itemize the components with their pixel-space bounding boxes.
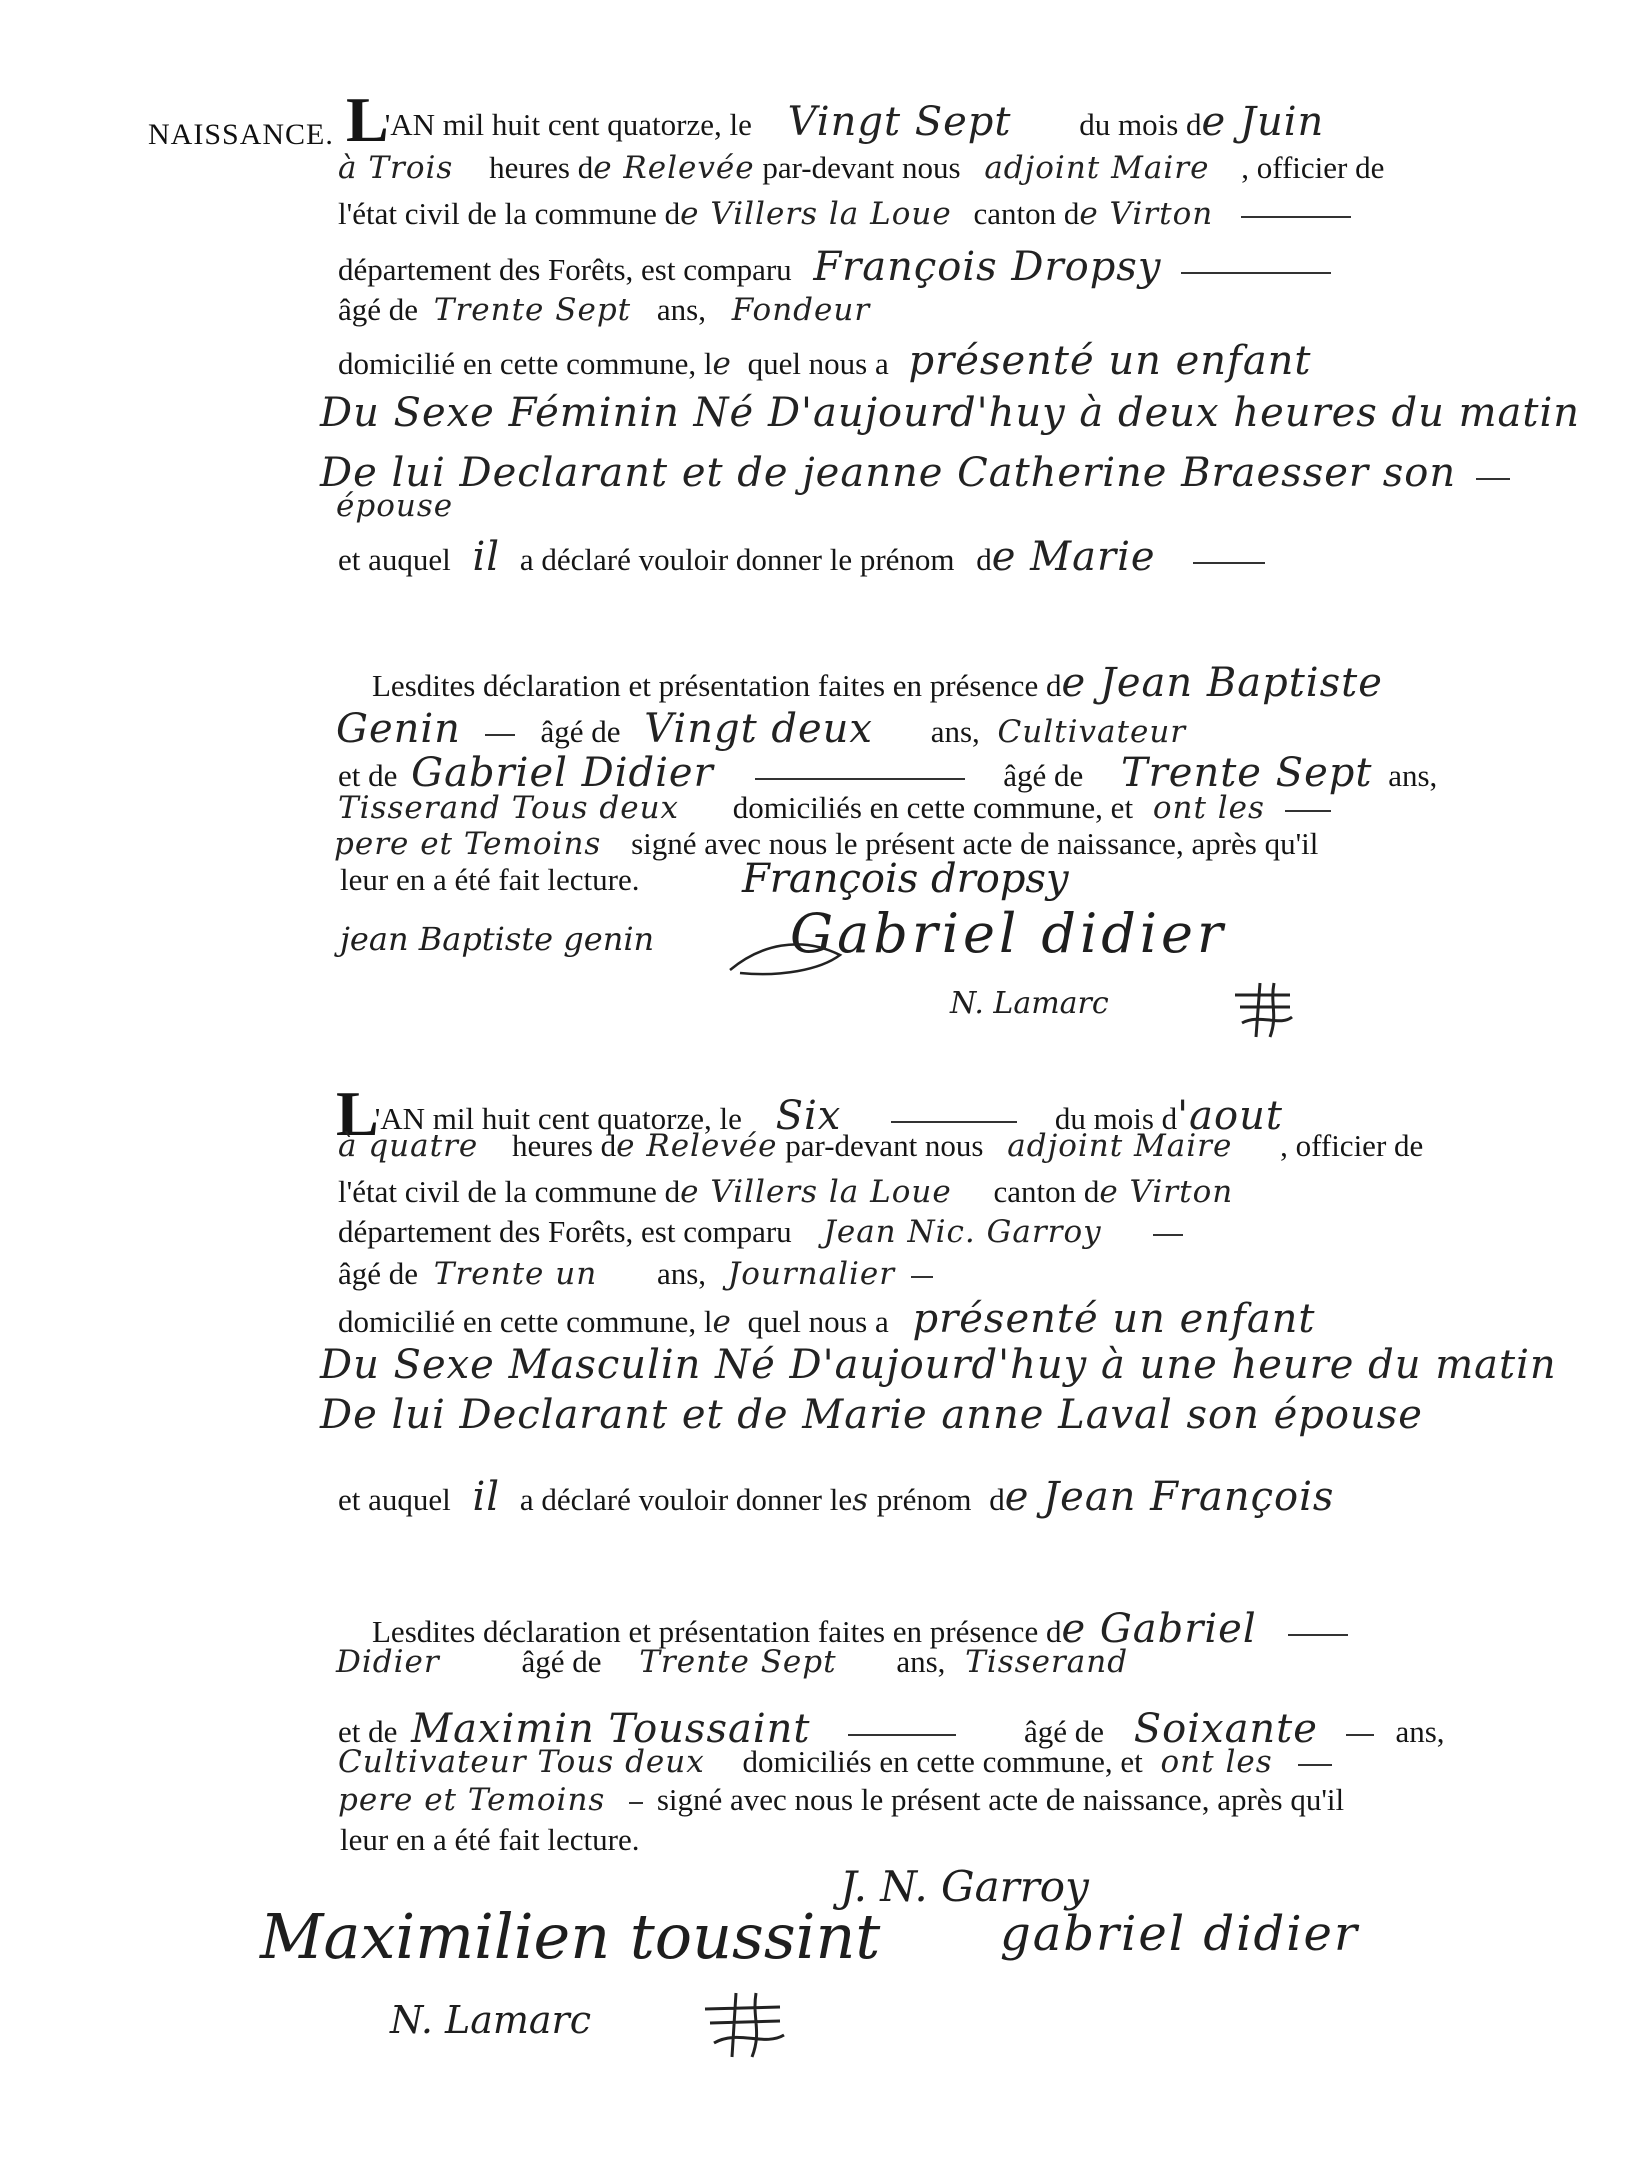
- filler-dash: [1288, 1634, 1348, 1636]
- handwritten-month: e Juin: [1201, 99, 1325, 145]
- act1-line-3: l'état civil de la commune de Villers la Loue canton de Virton: [338, 196, 1351, 232]
- witness2-line-1: Lesdites déclaration et présentation faites en présence de Gabriel: [372, 1606, 1348, 1652]
- act1-line-9: épouse: [336, 488, 454, 524]
- act1-line-7: Du Sexe Féminin Né D'aujourd'huy à deux heures du matin: [320, 390, 1581, 436]
- filler-dash: [755, 778, 965, 780]
- signature-witness-2: Gabriel didier: [790, 902, 1227, 965]
- act1-line-1: L'AN mil huit cent quatorze, le Vingt Sept du mois de Juin: [346, 84, 1325, 155]
- witness1-line-5: pere et Temoins signé avec nous le présent acte de naissance, après qu'il: [334, 826, 1319, 862]
- act2-line-6: domicilié en cette commune, le quel nous a présenté un enfant: [338, 1296, 1316, 1342]
- filler-dash: [1346, 1734, 1374, 1736]
- handwritten-month: 'aout: [1177, 1093, 1283, 1139]
- witness1-line-1: Lesdites déclaration et présentation faites en présence de Jean Baptiste: [372, 660, 1383, 706]
- filler-dash: [1153, 1234, 1183, 1236]
- witness1-line-2: Genin âgé de Vingt deux ans, Cultivateur: [336, 706, 1187, 752]
- witness2-line-2: Didier âgé de Trente Sept ans, Tisserand: [336, 1644, 1129, 1680]
- signature-witness-2: gabriel didier: [1000, 1906, 1359, 1962]
- filler-dash: [485, 734, 515, 736]
- filler-dash: [891, 1121, 1017, 1123]
- act1-line-5: âgé de Trente Sept ans, Fondeur: [338, 292, 871, 328]
- witness2-line-3: et de Maximin Toussaint âgé de Soixante ans,: [338, 1706, 1445, 1752]
- filler-dash: [848, 1734, 956, 1736]
- handwritten-day: Vingt Sept: [787, 99, 1012, 145]
- filler-dash: [1285, 810, 1331, 812]
- act2-line-1: L'AN mil huit cent quatorze, le Six du mois d'aout: [336, 1078, 1283, 1149]
- act2-line-7: Du Sexe Masculin Né D'aujourd'huy à une heure du matin: [320, 1342, 1557, 1388]
- act2-line-8: De lui Declarant et de Marie anne Laval son épouse: [320, 1392, 1423, 1438]
- margin-label: NAISSANCE.: [148, 118, 334, 151]
- witness2-line-5: pere et Temoins signé avec nous le présent acte de naissance, après qu'il: [338, 1782, 1345, 1818]
- drop-cap: L: [336, 1078, 379, 1149]
- act2-line-4: département des Forêts, est comparu Jean Nic. Garroy: [338, 1214, 1183, 1250]
- filler-dash: [629, 1802, 643, 1804]
- paraph-mark: [1230, 975, 1300, 1045]
- act1-line-10: et auquel il a déclaré vouloir donner le prénom de Marie: [338, 534, 1265, 580]
- witness2-line-4: Cultivateur Tous deux domiciliés en cette commune, et ont les: [338, 1744, 1332, 1780]
- act2-line-10: et auquel il a déclaré vouloir donner les prénom de Jean François: [338, 1474, 1335, 1520]
- witness1-line-6: leur en a été fait lecture.: [340, 862, 640, 897]
- signature-witness-1: Maximilien toussint: [260, 1900, 881, 1973]
- signature-witness-1: jean Baptiste genin: [340, 920, 655, 958]
- act2-line-3: l'état civil de la commune de Villers la Loue canton de Virton: [338, 1174, 1234, 1210]
- witness1-line-3: et de Gabriel Didier âgé de Trente Sept ans,: [338, 750, 1438, 796]
- act2-line-5: âgé de Trente un ans, Journalier: [338, 1256, 933, 1292]
- handwritten-day: Six: [775, 1093, 842, 1139]
- act1-line-6: domicilié en cette commune, le quel nous a présenté un enfant: [338, 338, 1312, 384]
- filler-dash: [1298, 1764, 1332, 1766]
- drop-cap: L: [346, 84, 389, 155]
- filler-dash: [1241, 216, 1351, 218]
- signature-officer: N. Lamarc: [390, 1998, 592, 2042]
- handwritten-given-name: e Marie: [991, 534, 1156, 580]
- act1-line-8: De lui Declarant et de jeanne Catherine Braesser son: [320, 450, 1510, 496]
- witness1-line-4: Tisserand Tous deux domiciliés en cette commune, et ont les: [338, 790, 1331, 826]
- signature-father: J. N. Garroy: [840, 1862, 1089, 1911]
- act1-line-4: département des Forêts, est comparu François Dropsy: [338, 244, 1331, 290]
- filler-dash: [1181, 272, 1331, 274]
- signature-flourish: [720, 925, 860, 985]
- handwritten-given-name: e Jean François: [1004, 1474, 1335, 1520]
- paraph-mark: [700, 1985, 790, 2065]
- act1-line-2: à Trois heures de Relevée par-devant nous adjoint Maire , officier de: [338, 150, 1385, 186]
- filler-dash: [1193, 562, 1265, 564]
- act2-line-2: à quatre heures de Relevée par-devant nous adjoint Maire , officier de: [338, 1128, 1424, 1164]
- witness2-line-6: leur en a été fait lecture.: [340, 1822, 640, 1857]
- filler-dash: [911, 1276, 933, 1278]
- filler-dash: [1476, 478, 1510, 480]
- signature-father: François dropsy: [742, 856, 1069, 902]
- signature-officer: N. Lamarc: [950, 986, 1109, 1021]
